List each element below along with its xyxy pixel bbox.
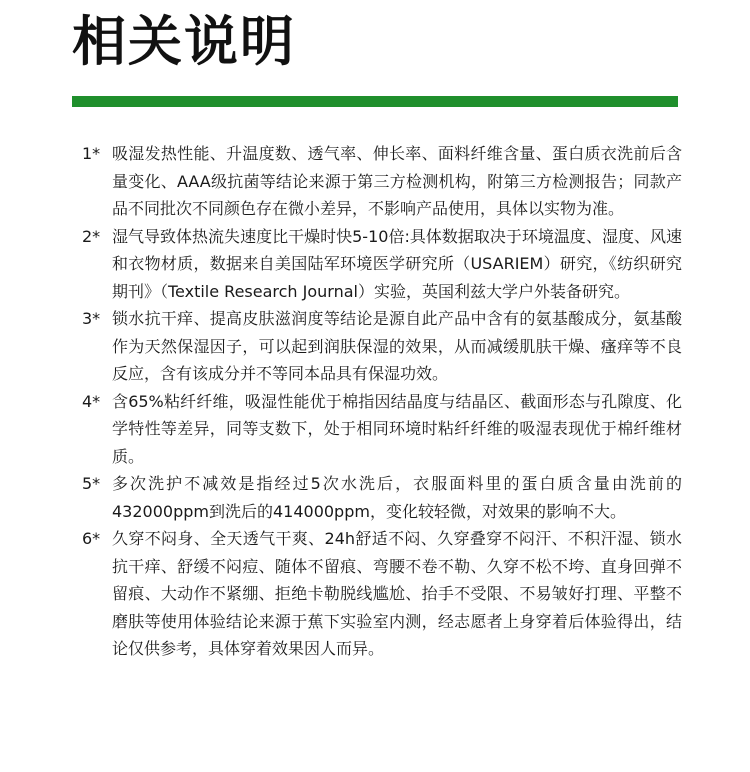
title-divider	[72, 96, 678, 107]
note-item	[82, 388, 682, 471]
note-number: 6*	[82, 529, 101, 548]
note-item	[82, 140, 682, 223]
note-text: 吸湿发热性能、升温度数、透气率、伸长率、面料纤维含量、蛋白质衣洗前后含量变化、AAA级抗菌等结论来源于第三方检测机构，附第三方检测报告；同款产品不同批次不同颜色存在微小差异，不影响产品使用，具体以实物为准。	[112, 144, 682, 218]
note-item	[82, 470, 682, 525]
note-number: 1*	[82, 144, 101, 163]
note-number: 4*	[82, 391, 101, 411]
note-text: 锁水抗干痒、提高皮肤滋润度等结论是源自此产品中含有的氨基酸成分，氨基酸作为天然保湿因子，可以起到润肤保湿的效果，从而减缓肌肤干燥、瘙痒等不良反应，含有该成分并不等同本品具有保湿功效。	[112, 309, 682, 383]
note-item	[82, 525, 682, 663]
note-text: 多次洗护不减效是指经过5次水洗后，衣服面料里的蛋白质含量由洗前的432000ppm到洗后的414000ppm，变化较轻微，对效果的影响不大。	[112, 474, 682, 521]
note-text: 久穿不闷身、全天透气干爽、24h舒适不闷、久穿叠穿不闷汗、不积汗湿、锁水抗干痒、舒缓不闷痘、随体不留痕、弯腰不卷不勒、久穿不松不垮、直身回弹不留痕、大动作不紧绷、拒绝卡勒脱线尴尬、抬手不受限、不易皱好打理、平整不磨肤等使用体验结论来源于蕉下实验室内测，经志愿者上身穿着后体验得出，结论仅供参考，具体穿着效果因人而异。	[112, 529, 682, 658]
note-number: 5*	[82, 474, 101, 493]
note-text: 含65%粘纤纤维，吸湿性能优于棉指因结晶度与结晶区、截面形态与孔隙度、化学特性等差异，同等支数下，处于相同环境时粘纤纤维的吸湿表现优于棉纤维材质。	[112, 391, 682, 466]
note-item	[82, 305, 682, 388]
note-item	[82, 223, 682, 306]
note-text: 湿气导致体热流失速度比干燥时快5-10倍:具体数据取决于环境温度、湿度、风速和衣物材质，数据来自美国陆军环境医学研究所（USARIEM）研究，《纺织研究期刊》（Textile Research Journal）实验，英国利兹大学户外装备研究。	[112, 226, 682, 301]
notes-list	[82, 140, 682, 663]
page-title: 相关说明	[72, 10, 296, 73]
note-number: 2*	[82, 226, 101, 246]
note-number: 3*	[82, 309, 101, 328]
